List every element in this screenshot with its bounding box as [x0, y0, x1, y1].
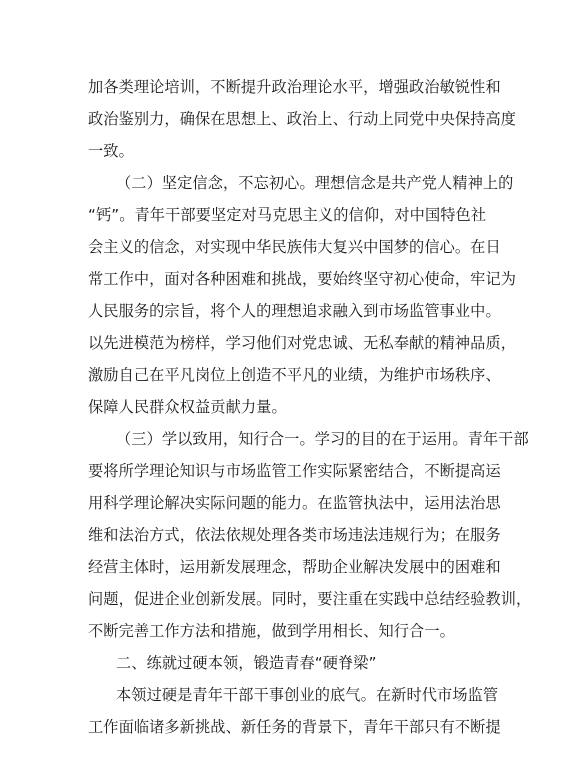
body-line: 问题，促进企业创新发展。同时，要注重在实践中总结经验教训， [88, 590, 532, 608]
body-line: 政治鉴别力，确保在思想上、政治上、行动上同党中央保持高度 [88, 110, 517, 128]
body-line: 工作面临诸多新挑战、新任务的背景下，青年干部只有不断提 [88, 718, 501, 736]
body-line: 本领过硬是青年干部干事创业的底气。在新时代市场监管 [116, 686, 499, 704]
body-line: 用科学理论解决实际问题的能力。在监管执法中，运用法治思 [88, 494, 501, 512]
chapter-heading: 二、练就过硬本领，锻造青春“硬脊梁” [116, 654, 377, 672]
body-line: 加各类理论培训，不断提升政治理论水平，增强政治敏锐性和 [88, 78, 501, 96]
body-line: 常工作中，面对各种困难和挑战，要始终坚守初心使命，牢记为 [88, 270, 517, 288]
body-line: 维和法治方式，依法依规处理各类市场违法违规行为；在服务 [88, 526, 501, 544]
body-line: 人民服务的宗旨，将个人的理想追求融入到市场监管事业中。 [88, 302, 501, 320]
section-heading-3: （三）学以致用，知行合一。学习的目的在于运用。青年干部 [116, 430, 529, 448]
body-line: 不断完善工作方法和措施，做到学用相长、知行合一。 [88, 622, 455, 640]
body-line: 会主义的信念，对实现中华民族伟大复兴中国梦的信心。在日 [88, 238, 501, 256]
body-line: 一致。 [88, 142, 134, 160]
section-heading-2: （二）坚定信念，不忘初心。理想信念是共产党人精神上的 [116, 174, 514, 192]
body-line: “钙”。青年干部要坚定对马克思主义的信仰，对中国特色社 [88, 206, 487, 224]
body-line: 要将所学理论知识与市场监管工作实际紧密结合，不断提高运 [88, 462, 501, 480]
body-line: 激励自己在平凡岗位上创造不平凡的业绩，为维护市场秩序、 [88, 366, 501, 384]
body-line: 以先进模范为榜样，学习他们对党忠诚、无私奉献的精神品质， [88, 334, 517, 352]
body-line: 保障人民群众权益贡献力量。 [88, 398, 287, 416]
body-line: 经营主体时，运用新发展理念，帮助企业解决发展中的困难和 [88, 558, 501, 576]
